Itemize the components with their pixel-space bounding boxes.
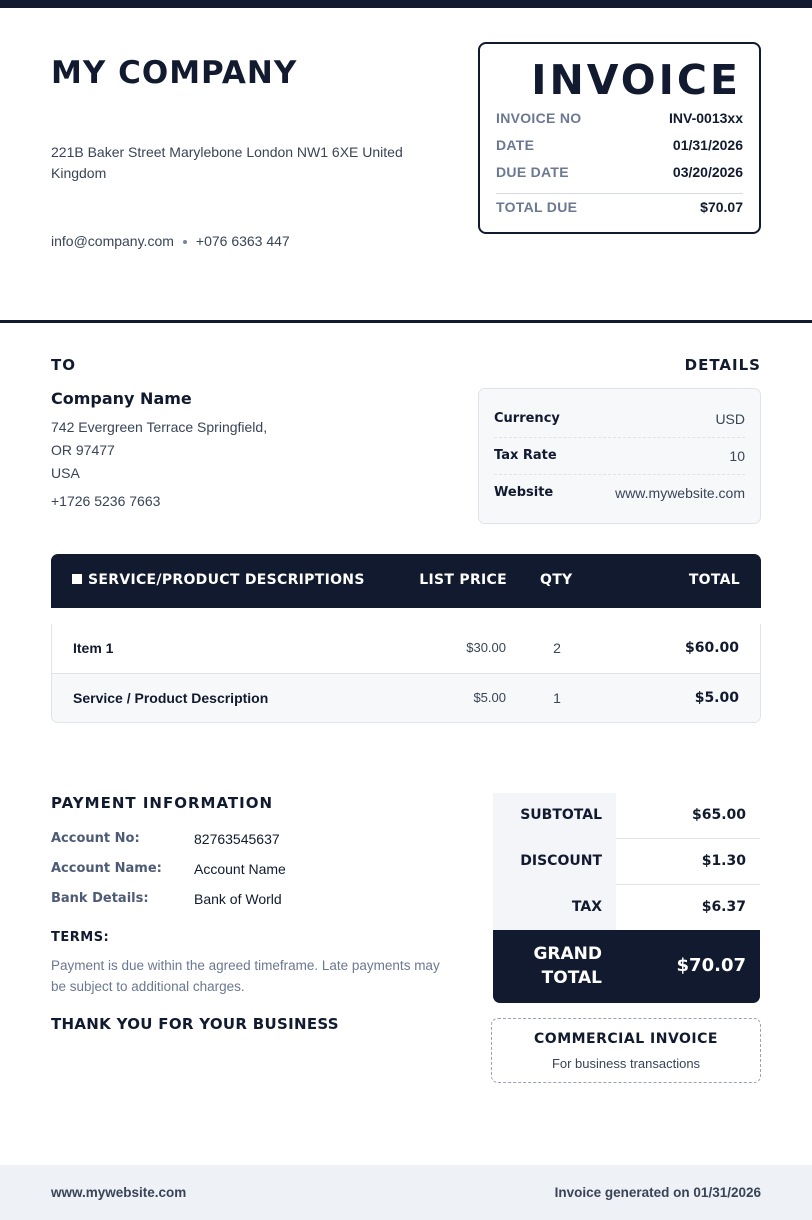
- tax-value: $6.37: [701, 899, 746, 915]
- table-row: [52, 673, 760, 722]
- discount-value: $1.30: [701, 853, 746, 869]
- footer-website[interactable]: www.mywebsite.com: [51, 1185, 187, 1200]
- grand-total-row: [493, 930, 760, 1003]
- details-row-website: [494, 475, 745, 512]
- company-email[interactable]: info@company.com: [51, 233, 174, 249]
- invoice-due-date-value: 03/20/2026: [672, 164, 743, 180]
- terms-text: Payment is due within the agreed timeframe. Late payments may be subject to additional charges.: [51, 958, 440, 994]
- item-description: Service / Product Description: [73, 690, 269, 706]
- currency-value: USD: [715, 411, 745, 427]
- client-address-line1: 742 Evergreen Terrace Springfield,: [51, 419, 268, 435]
- commercial-invoice-subtitle: For business transactions: [551, 1056, 701, 1071]
- details-heading: DETAILS: [684, 356, 761, 374]
- invoice-number-row: [496, 110, 743, 130]
- discount-row: [493, 839, 760, 885]
- top-accent-bar: [0, 0, 812, 8]
- bank-details-label: Bank Details:: [51, 891, 149, 906]
- website-value[interactable]: www.mywebsite.com: [615, 485, 745, 501]
- company-contact: [51, 233, 290, 249]
- item-total: $5.00: [694, 690, 739, 706]
- separator-dot: [183, 240, 187, 244]
- invoice-due-date-label: DUE DATE: [496, 164, 569, 180]
- invoice-date-label: DATE: [496, 137, 535, 153]
- client-name: Company Name: [51, 389, 192, 408]
- column-header-price: LIST PRICE: [419, 572, 507, 588]
- tax-rate-label: Tax Rate: [494, 448, 557, 463]
- column-header-total: TOTAL: [688, 572, 740, 588]
- company-address: 221B Baker Street Marylebone London NW1 6XE United Kingdom: [51, 144, 403, 181]
- total-due-row: [496, 199, 743, 219]
- details-row-currency: [494, 401, 745, 438]
- website-label: Website: [494, 485, 554, 500]
- section-divider: [0, 320, 812, 323]
- account-no-label: Account No:: [51, 831, 140, 846]
- item-qty: 2: [553, 640, 561, 656]
- invoice-due-date-row: [496, 164, 743, 184]
- column-header-description: [72, 572, 365, 588]
- grand-total-value: $70.07: [676, 955, 746, 976]
- details-row-tax-rate: [494, 438, 745, 475]
- commercial-invoice-title: COMMERCIAL INVOICE: [534, 1031, 718, 1047]
- item-description: Item 1: [73, 640, 114, 656]
- client-phone: +1726 5236 7663: [51, 493, 161, 509]
- company-phone[interactable]: +076 6363 447: [195, 233, 290, 249]
- thank-you-note: THANK YOU FOR YOUR BUSINESS: [51, 1015, 339, 1033]
- invoice-box-divider: [496, 193, 743, 194]
- account-name-label: Account Name:: [51, 861, 162, 876]
- square-icon: [72, 574, 82, 584]
- invoice-number-label: INVOICE NO: [496, 110, 582, 126]
- item-price: $30.00: [466, 640, 506, 655]
- client-address-line2: OR 97477: [51, 442, 115, 458]
- tax-label: TAX: [493, 885, 616, 931]
- total-due-value: $70.07: [700, 199, 743, 215]
- to-heading: TO: [51, 356, 76, 374]
- company-name: MY COMPANY: [51, 55, 298, 91]
- invoice-date-row: [496, 137, 743, 157]
- terms-heading: TERMS:: [51, 930, 110, 945]
- details-box: [478, 388, 761, 524]
- discount-label: DISCOUNT: [493, 839, 616, 885]
- footer-generated-note: Invoice generated on 01/31/2026: [554, 1185, 761, 1200]
- subtotal-label: SUBTOTAL: [493, 793, 616, 839]
- item-price: $5.00: [473, 690, 506, 705]
- invoice-number-value: INV-0013xx: [669, 110, 743, 126]
- invoice-summary-box: [478, 42, 761, 234]
- invoice-title: INVOICE: [531, 56, 741, 104]
- footer: [0, 1165, 812, 1220]
- item-total: $60.00: [684, 640, 739, 656]
- commercial-invoice-note: [491, 1018, 761, 1083]
- subtotal-row: [493, 793, 760, 839]
- tax-row: [493, 885, 760, 931]
- item-qty: 1: [553, 690, 561, 706]
- column-header-qty: QTY: [540, 572, 573, 588]
- table-row: [52, 624, 760, 673]
- subtotal-value: $65.00: [691, 807, 746, 823]
- payment-heading: PAYMENT INFORMATION: [51, 794, 274, 812]
- tax-rate-value: 10: [729, 448, 745, 464]
- total-due-label: TOTAL DUE: [496, 199, 578, 215]
- grand-total-label: GRAND TOTAL: [533, 944, 602, 988]
- items-table-header: [51, 554, 761, 608]
- bank-details-value: Bank of World: [194, 891, 282, 907]
- invoice-date-value: 01/31/2026: [672, 137, 743, 153]
- account-no-value: 82763545637: [194, 831, 280, 847]
- client-country: USA: [51, 465, 80, 481]
- items-table-body: [51, 624, 761, 723]
- currency-label: Currency: [494, 411, 560, 426]
- description-header-label: SERVICE/PRODUCT DESCRIPTIONS: [88, 572, 365, 588]
- account-name-value: Account Name: [194, 861, 286, 877]
